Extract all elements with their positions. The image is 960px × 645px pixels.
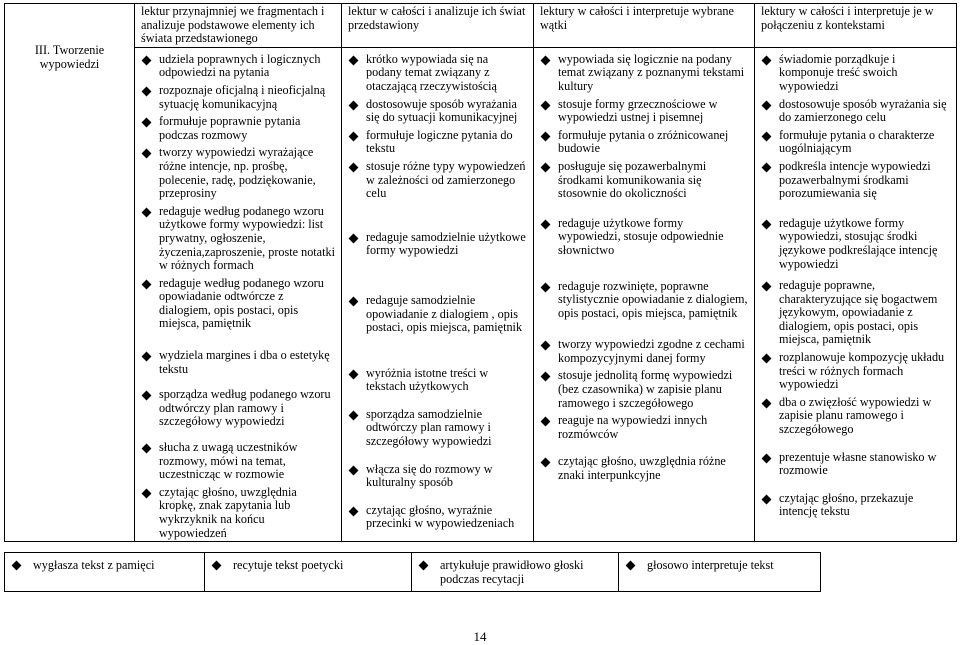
recitation-table	[4, 552, 821, 592]
recitation-cell-3	[412, 553, 619, 592]
recitation-cell-4	[619, 553, 821, 592]
table-row	[5, 4, 957, 48]
list-item: redaguje użytkowe formy wypowiedzi, stosując środki językowe podkreślające intencję wypowiedzi	[761, 217, 950, 271]
page-number: 14	[473, 629, 487, 644]
list-item: redaguje rozwinięte, poprawne stylistycznie opowiadanie z dialogiem, opis postaci, opis miejsca, pamiętnik	[540, 280, 748, 321]
list-item: redaguje według podanego wzoru użytkowe formy wypowiedzi: list prywatny, ogłoszenie, życzenia,zaproszenie, proste notatki w różnych formach	[141, 205, 335, 273]
list-item: formułuje poprawnie pytania podczas rozmowy	[141, 115, 335, 142]
list-item: tworzy wypowiedzi wyrażające różne intencje, np. prośbę, polecenie, radę, podziękowanie, przeprosiny	[141, 146, 335, 200]
column-3-items	[534, 47, 755, 541]
column-3-header: lektury w całości i interpretuje wybrane wątki	[534, 4, 755, 48]
list-item: redaguje samodzielnie opowiadanie z dialogiem , opis postaci, opis miejsca, pamiętnik	[348, 294, 527, 335]
list-item: dba o zwięzłość wypowiedzi w zapisie planu ramowego i szczegółowego	[761, 396, 950, 437]
list-item: dostosowuje sposób wyrażania się do sytuacji komunikacyjnej	[348, 98, 527, 125]
list-item: wyróżnia istotne treści w tekstach użytkowych	[348, 367, 527, 394]
list-item: włącza się do rozmowy w kulturalny sposób	[348, 463, 527, 490]
list-item: świadomie porządkuje i komponuje treść swoich wypowiedzi	[761, 53, 950, 94]
list-item: artykułuje prawidłowo głoski podczas recytacji	[418, 558, 612, 586]
list-item: podkreśla intencje wypowiedzi pozawerbalnymi środkami porozumiewania się	[761, 160, 950, 201]
list-item: prezentuje własne stanowisko w rozmowie	[761, 451, 950, 478]
list-item: słucha z uwagą uczestników rozmowy, mówi na temat, uczestnicząc w rozmowie	[141, 441, 335, 482]
list-item: wydziela margines i dba o estetykę tekstu	[141, 349, 335, 376]
table-row	[5, 553, 821, 592]
list-item: recytuje tekst poetycki	[211, 558, 405, 572]
list-item: stosuje jednolitą formę wypowiedzi (bez czasownika) w zapisie planu ramowego i szczegółowego	[540, 369, 748, 410]
list-item: sporządza samodzielnie odtwórczy plan ramowy i szczegółowy wypowiedzi	[348, 408, 527, 449]
list-item: stosuje formy grzecznościowe w wypowiedzi ustnej i pisemnej	[540, 98, 748, 125]
list-item: formułuje logiczne pytania do tekstu	[348, 129, 527, 156]
column-4-header: lektury w całości i interpretuje je w połączeniu z kontekstami	[755, 4, 957, 48]
list-item: dostosowuje sposób wyrażania się do zamierzonego celu	[761, 98, 950, 125]
list-item: formułuje pytania o zróżnicowanej budowie	[540, 129, 748, 156]
criteria-table	[4, 3, 957, 542]
column-1-items	[135, 47, 342, 541]
list-item: krótko wypowiada się na podany temat związany z otaczającą rzeczywistością	[348, 53, 527, 94]
list-item: udziela poprawnych i logicznych odpowiedzi na pytania	[141, 53, 335, 80]
list-item: stosuje różne typy wypowiedzeń w zależności od zamierzonego celu	[348, 160, 527, 201]
list-item: redaguje użytkowe formy wypowiedzi, stosuje odpowiednie słownictwo	[540, 217, 748, 258]
list-item: czytając głośno, uwzględnia kropkę, znak zapytania lub wykrzyknik na końcu wypowiedzeń	[141, 486, 335, 540]
list-item: czytając głośno, przekazuje intencję tekstu	[761, 492, 950, 519]
table-row	[5, 47, 957, 541]
list-item: redaguje samodzielnie użytkowe formy wypowiedzi	[348, 231, 527, 258]
column-4-items	[755, 47, 957, 541]
list-item: posługuje się pozawerbalnymi środkami komunikowania się stosownie do okoliczności	[540, 160, 748, 201]
list-item: głosowo interpretuje tekst	[625, 558, 814, 572]
list-item: redaguje poprawne, charakteryzujące się bogactwem językowym, opowiadanie z dialogiem, opis postaci, opis miejsca, pamiętnik	[761, 279, 950, 347]
column-1-header: lektur przynajmniej we fragmentach i analizuje podstawowe elementy ich świata przedstawionego	[135, 4, 342, 48]
list-item: czytając głośno, uwzględnia różne znaki interpunkcyjne	[540, 455, 748, 482]
section-title: III. Tworzenie wypowiedzi	[5, 4, 135, 542]
list-item: wypowiada się logicznie na podany temat związany z poznanymi tekstami kultury	[540, 53, 748, 94]
list-item: czytając głośno, wyraźnie przecinki w wypowiedzeniach	[348, 504, 527, 531]
recitation-cell-1	[5, 553, 205, 592]
list-item: tworzy wypowiedzi zgodne z cechami kompozycyjnymi danej formy	[540, 338, 748, 365]
list-item: redaguje według podanego wzoru opowiadanie odtwórcze z dialogiem, opis postaci, opis miejsca, pamiętnik	[141, 277, 335, 331]
column-2-header: lektur w całości i analizuje ich świat przedstawiony	[342, 4, 534, 48]
list-item: rozpoznaje oficjalną i nieoficjalną sytuację komunikacyjną	[141, 84, 335, 111]
recitation-cell-2	[205, 553, 412, 592]
list-item: wygłasza tekst z pamięci	[11, 558, 198, 572]
list-item: rozplanowuje kompozycję układu treści w różnych formach wypowiedzi	[761, 351, 950, 392]
list-item: sporządza według podanego wzoru odtwórczy plan ramowy i szczegółowy wypowiedzi	[141, 388, 335, 429]
list-item: formułuje pytania o charakterze uogólniającym	[761, 129, 950, 156]
list-item: reaguje na wypowiedzi innych rozmówców	[540, 414, 748, 441]
column-2-items	[342, 47, 534, 541]
